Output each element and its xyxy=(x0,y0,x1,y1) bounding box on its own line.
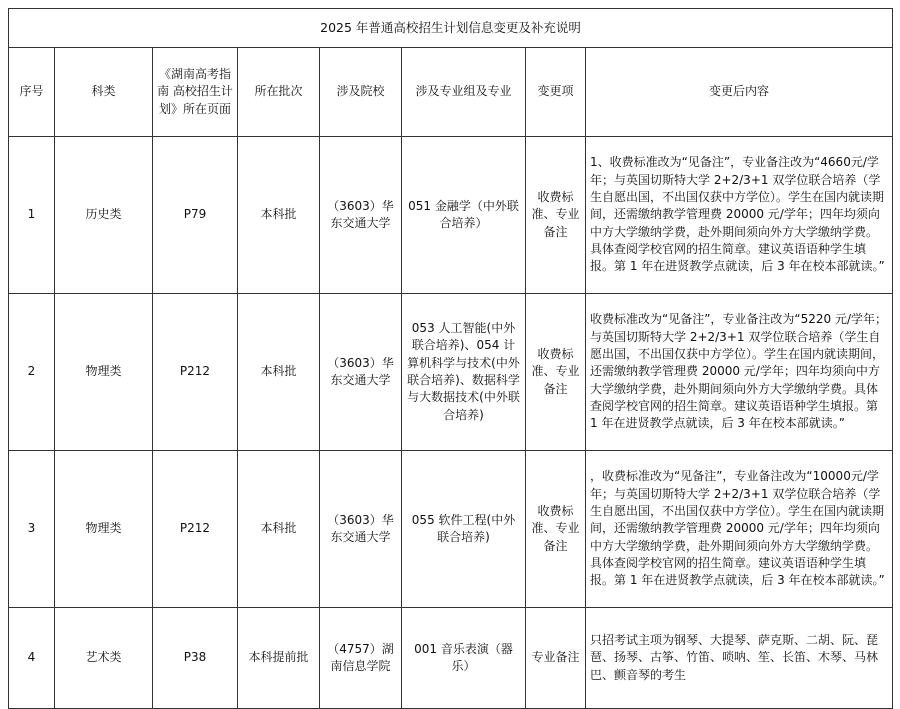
cell-category: 物理类 xyxy=(55,294,153,451)
cell-batch: 本科提前批 xyxy=(238,608,320,709)
cell-no: 2 xyxy=(9,294,55,451)
cell-major: 001 音乐表演（器乐） xyxy=(402,608,526,709)
table-row xyxy=(9,451,893,608)
header-school: 涉及院校 xyxy=(320,48,402,137)
cell-school: （3603）华东交通大学 xyxy=(320,137,402,294)
cell-major: 051 金融学（中外联合培养） xyxy=(402,137,526,294)
cell-category: 艺术类 xyxy=(55,608,153,709)
cell-no: 4 xyxy=(9,608,55,709)
cell-category: 历史类 xyxy=(55,137,153,294)
cell-change-item: 收费标准、专业备注 xyxy=(526,137,586,294)
cell-school: （4757）湖南信息学院 xyxy=(320,608,402,709)
cell-batch: 本科批 xyxy=(238,451,320,608)
table-row xyxy=(9,608,893,709)
cell-major: 053 人工智能(中外联合培养)、054 计算机科学与技术(中外联合培养)、数据科学与大数据技术(中外联合培养) xyxy=(402,294,526,451)
cell-major: 055 软件工程(中外联合培养) xyxy=(402,451,526,608)
header-category: 科类 xyxy=(55,48,153,137)
cell-page: P38 xyxy=(153,608,238,709)
header-row xyxy=(9,48,893,137)
cell-change-item: 收费标准、专业备注 xyxy=(526,451,586,608)
cell-category: 物理类 xyxy=(55,451,153,608)
table-row xyxy=(9,137,893,294)
cell-change-item: 专业备注 xyxy=(526,608,586,709)
cell-school: （3603）华东交通大学 xyxy=(320,294,402,451)
cell-change-item: 收费标准、专业备注 xyxy=(526,294,586,451)
cell-page: P212 xyxy=(153,294,238,451)
header-batch: 所在批次 xyxy=(238,48,320,137)
cell-content: ，收费标准改为“见备注”，专业备注改为“10000元/学年；与英国切斯特大学 2+2/3+1 双学位联合培养（学生自愿出国，不出国仅获中方学位）。学生在国内就读期间，还需缴纳教学管理费 20000 元/学年；四年均须向中方大学缴纳学费，赴外期间须向外方大学缴纳学费。具体查阅学校官网的招生简章。建议英语语种学生填报。第 1 年在进贤教学点就读，后 3 年在校本部就读。” xyxy=(586,451,893,608)
header-change-item: 变更项 xyxy=(526,48,586,137)
cell-batch: 本科批 xyxy=(238,137,320,294)
cell-batch: 本科批 xyxy=(238,294,320,451)
cell-content: 只招考试主项为钢琴、大提琴、萨克斯、二胡、阮、琵琶、扬琴、古筝、竹笛、唢呐、笙、长笛、木琴、马林巴、颤音琴的考生 xyxy=(586,608,893,709)
info-change-sheet xyxy=(8,8,892,709)
header-no: 序号 xyxy=(9,48,55,137)
cell-no: 3 xyxy=(9,451,55,608)
header-page: 《湖南高考指南 高校招生计划》所在页面 xyxy=(153,48,238,137)
cell-content: 1、收费标准改为“见备注”，专业备注改为“4660元/学年；与英国切斯特大学 2+2/3+1 双学位联合培养（学生自愿出国，不出国仅获中方学位）。学生在国内就读期间，还需缴纳教学管理费 20000 元/学年；四年均须向中方大学缴纳学费，赴外期间须向外方大学缴纳学费。具体查阅学校官网的招生简章。建议英语语种学生填报。第 1 年在进贤教学点就读，后 3 年在校本部就读。” xyxy=(586,137,893,294)
cell-school: （3603）华东交通大学 xyxy=(320,451,402,608)
change-table xyxy=(8,8,893,709)
cell-content: 收费标准改为“见备注”，专业备注改为“5220 元/学年；与英国切斯特大学 2+2/3+1 双学位联合培养（学生自愿出国，不出国仅获中方学位）。学生在国内就读期间，还需缴纳教学管理费 20000 元/学年；四年均须向中方大学缴纳学费，赴外期间须向外方大学缴纳学费。具体查阅学校官网的招生简章。建议英语语种学生填报。第 1 年在进贤教学点就读，后 3 年在校本部就读。” xyxy=(586,294,893,451)
cell-no: 1 xyxy=(9,137,55,294)
header-content: 变更后内容 xyxy=(586,48,893,137)
header-major: 涉及专业组及专业 xyxy=(402,48,526,137)
table-row xyxy=(9,294,893,451)
cell-page: P79 xyxy=(153,137,238,294)
cell-page: P212 xyxy=(153,451,238,608)
table-title: 2025 年普通高校招生计划信息变更及补充说明 xyxy=(9,9,893,48)
